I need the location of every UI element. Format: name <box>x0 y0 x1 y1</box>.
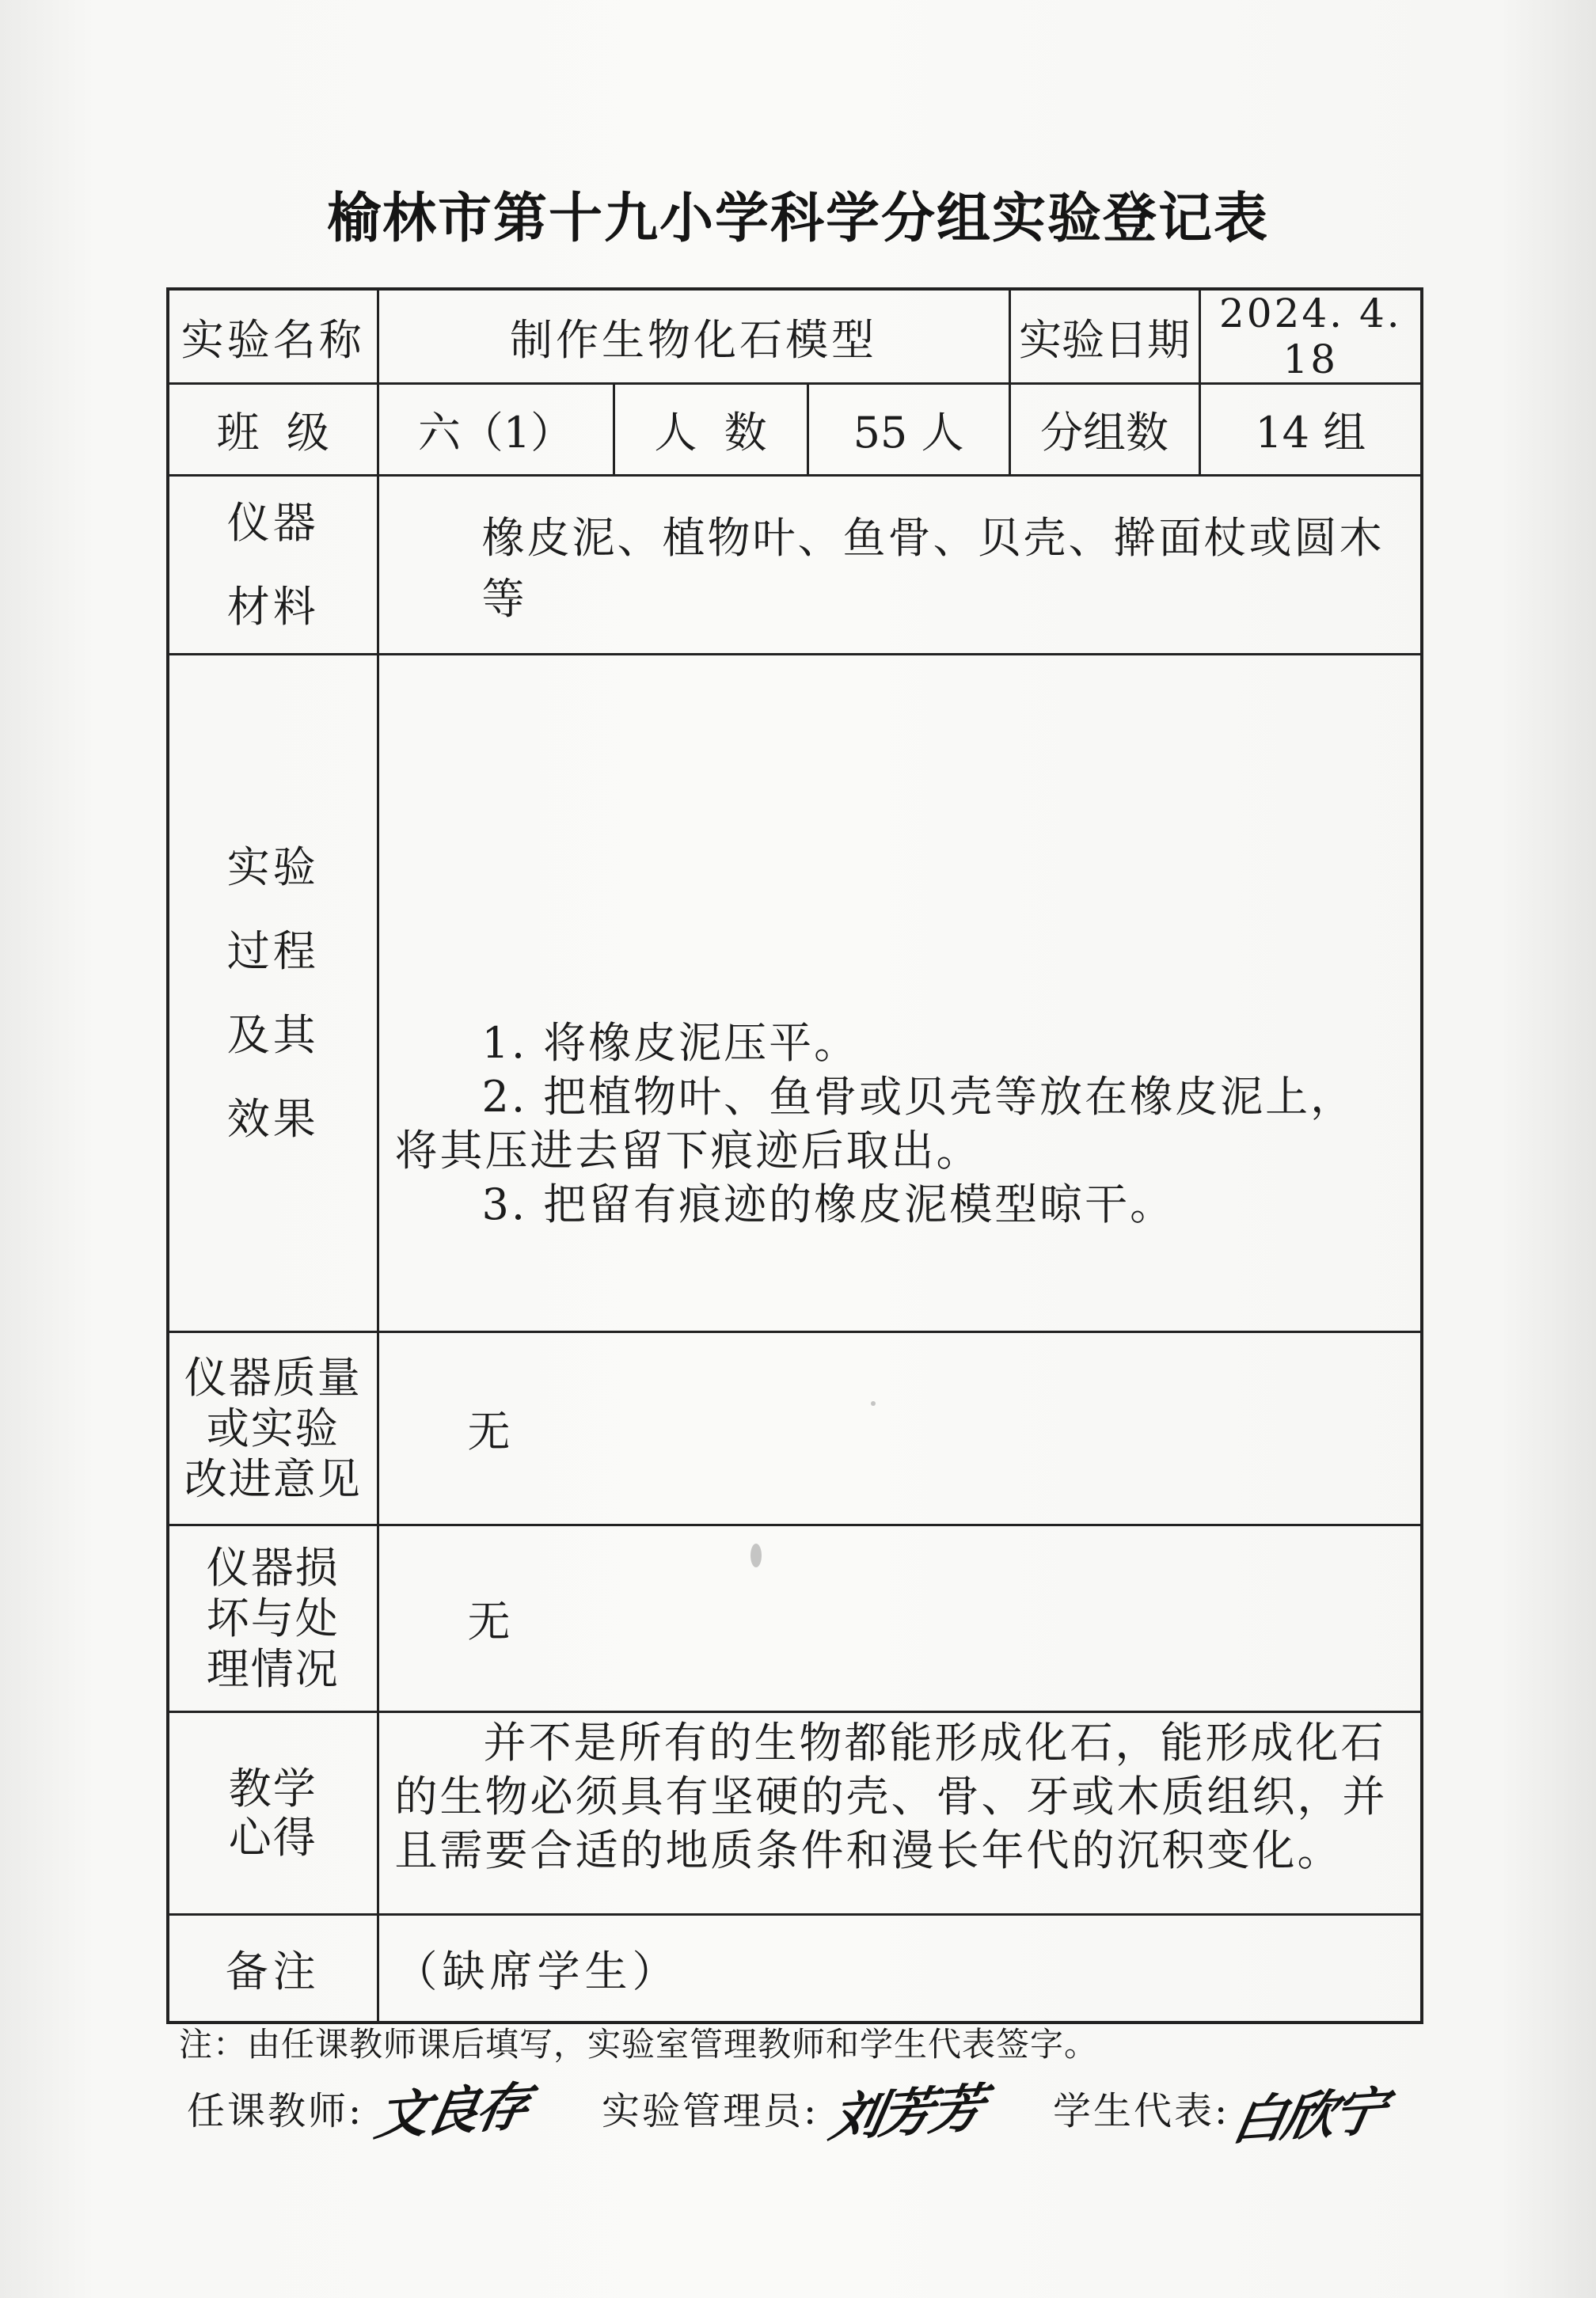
row-quality <box>168 1332 1422 1525</box>
teacher-signature: 文良存 <box>370 2075 532 2148</box>
row-class-info <box>168 384 1422 476</box>
materials-label-line: 仪器 <box>226 497 319 548</box>
experiment-date-label: 实验日期 <box>1009 289 1199 384</box>
insight-label <box>168 1712 378 1915</box>
row-remarks <box>168 1915 1422 2023</box>
quality-label-line: 改进意见 <box>184 1453 362 1504</box>
row-insight <box>168 1712 1422 1915</box>
teacher-signature-label: 任课教师: <box>187 2089 364 2133</box>
insight-label-line: 教学 <box>228 1763 317 1814</box>
damage-label-line: 坏与处 <box>206 1593 340 1643</box>
class-label: 班 级 <box>168 384 378 476</box>
remarks-label: 备注 <box>168 1915 378 2023</box>
insight-label-line: 心得 <box>228 1812 317 1863</box>
materials-label-line: 材料 <box>226 581 319 632</box>
quality-label-line: 仪器质量 <box>184 1352 362 1403</box>
damage-value: 无 <box>378 1525 1422 1712</box>
process-label-line: 实验 <box>226 841 319 892</box>
experiment-register-table <box>166 287 1423 2024</box>
footer-note: 注：由任课教师课后填写，实验室管理教师和学生代表签字。 <box>179 2025 1099 2064</box>
admin-signature: 刘芳芳 <box>825 2076 986 2149</box>
student-count-value: 55 人 <box>808 384 1009 476</box>
damage-label <box>168 1525 378 1712</box>
admin-signature-label: 实验管理员: <box>602 2089 819 2133</box>
remarks-value: （缺席学生） <box>378 1915 1422 2023</box>
row-process <box>168 655 1422 1332</box>
row-experiment-name <box>168 289 1422 384</box>
process-label-line: 效果 <box>226 1093 319 1144</box>
process-step: 2. 把植物叶、鱼骨或贝壳等放在橡皮泥上，将其压进去留下痕迹后取出。 <box>394 1072 1356 1176</box>
quality-label <box>168 1332 378 1525</box>
form-title: 榆林市第十九小学科学分组实验登记表 <box>326 188 1269 250</box>
experiment-name-value: 制作生物化石模型 <box>378 289 1009 384</box>
damage-label-line: 理情况 <box>206 1643 340 1694</box>
row-damage <box>168 1525 1422 1712</box>
quality-value: 无 <box>378 1332 1422 1525</box>
process-label-line: 及其 <box>226 1009 319 1060</box>
student-signature: 白欣宁 <box>1227 2080 1389 2152</box>
student-count-label: 人 数 <box>614 384 808 476</box>
process-step: 1. 将橡皮泥压平。 <box>481 1018 860 1068</box>
process-content <box>378 655 1422 1332</box>
ink-smudge <box>871 1401 876 1406</box>
experiment-date-value: 2024. 4. 18 <box>1199 289 1422 384</box>
group-count-value: 14 组 <box>1199 384 1422 476</box>
damage-label-line: 仪器损 <box>206 1542 340 1593</box>
group-count-label: 分组数 <box>1009 384 1199 476</box>
ink-smudge <box>750 1544 762 1567</box>
insight-content <box>378 1712 1422 1915</box>
process-label <box>168 655 378 1332</box>
materials-label <box>168 476 378 655</box>
materials-value: 橡皮泥、植物叶、鱼骨、贝壳、擀面杖或圆木等 <box>378 476 1422 655</box>
student-signature-label: 学生代表: <box>1053 2089 1230 2133</box>
experiment-name-label: 实验名称 <box>168 289 378 384</box>
process-step: 3. 把留有痕迹的橡皮泥模型晾干。 <box>481 1179 1176 1229</box>
row-materials <box>168 476 1422 655</box>
process-label-line: 过程 <box>226 925 319 976</box>
class-value: 六（1） <box>378 384 614 476</box>
quality-label-line: 或实验 <box>206 1403 340 1453</box>
insight-text: 并不是所有的生物都能形成化石，能形成化石的生物必须具有坚硬的壳、骨、牙或木质组织，并且需要合适的地质条件和漫长年代的沉积变化。 <box>394 1718 1388 1875</box>
